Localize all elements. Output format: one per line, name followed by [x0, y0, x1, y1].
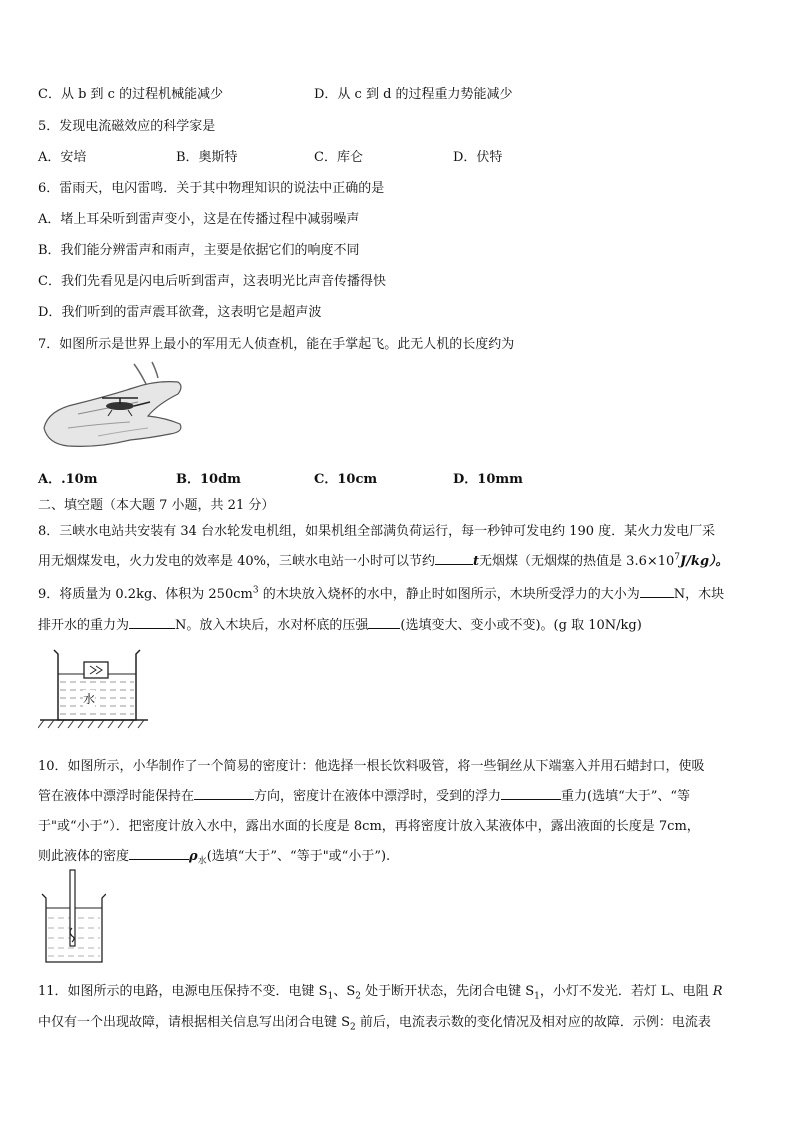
q9-line2: 排开水的重力为 N。放入木块后，水对杯底的压强 (选填变大、变小或不变)。(g 取 10N/kg): [38, 618, 642, 633]
q9-line1: 9．将质量为 0.2kg、体积为 $250cm^3$ 的木块放入烧杯的水中，静止时如图所示，木块所受浮力的大小为 N，木块: [38, 585, 725, 602]
q10-blank-3[interactable]: [129, 847, 189, 860]
q6-stem: 6．雷雨天，电闪雷鸣．关于其中物理知识的说法中正确的是: [38, 181, 385, 196]
q10-blank-2[interactable]: [501, 787, 561, 800]
q7-option-b: B．10dm: [176, 472, 241, 487]
q7-stem: 7．如图所示是世界上最小的军用无人侦查机，能在手掌起飞。此无人机的长度约为: [38, 337, 515, 352]
q5-option-a: A．安培: [38, 150, 87, 165]
q5-stem: 5．发现电流磁效应的科学家是: [38, 119, 216, 134]
q4-option-d: D．从 c 到 d 的过程重力势能减少: [314, 87, 513, 102]
q10-blank-1[interactable]: [194, 787, 254, 800]
hand-drone-figure: [38, 358, 186, 454]
q9-blank-1[interactable]: [640, 585, 674, 598]
densimeter-figure: [38, 868, 106, 964]
q7-option-a: A．.10m: [38, 472, 98, 487]
q6-option-b: B．我们能分辨雷声和雨声，主要是依据它们的响度不同: [38, 243, 360, 258]
section-title: 二、填空题（本大题 7 小题，共 21 分）: [38, 498, 275, 513]
q9-blank-3[interactable]: [368, 616, 400, 629]
q9-blank-2[interactable]: [129, 616, 175, 629]
q8-line1: 8．三峡水电站共安装有 34 台水轮发电机组，如果机组全部满负荷运行，每一秒钟可发电约 190 度．某火力发电厂采: [38, 524, 716, 539]
q10-line4: 则此液体的密度 $\rho_水$(选填“大于”、“等于"或“小于”).: [38, 849, 391, 867]
beaker-block-figure: [38, 648, 150, 730]
q8-blank[interactable]: [435, 552, 473, 565]
q10-line1: 10．如图所示，小华制作了一个简易的密度计：他选择一根长饮料吸管，将一些铜丝从下端塞入并用石蜡封口，使吸: [38, 759, 705, 774]
q6-option-c: C．我们先看见是闪电后听到雷声，这表明光比声音传播得快: [38, 274, 386, 289]
q7-option-d: D．10mm: [453, 472, 523, 487]
q10-line3: 于"或“小于”）．把密度计放入水中，露出水面的长度是 8cm，再将密度计放入某液体中，露出液面的长度是 7cm，: [38, 819, 700, 834]
q10-line2: 管在液体中漂浮时能保持在 方向，密度计在液体中漂浮时，受到的浮力 重力(选填“大于”、“等: [38, 789, 691, 804]
q6-option-a: A．堵上耳朵听到雷声变小，这是在传播过程中减弱噪声: [38, 212, 360, 227]
q5-option-c: C．库仑: [314, 150, 363, 165]
q7-option-c: C．10cm: [314, 472, 378, 487]
q5-option-d: D．伏特: [453, 150, 503, 165]
q5-option-b: B．奥斯特: [176, 150, 238, 165]
q4-option-c: C．从 b 到 c 的过程机械能减少: [38, 87, 224, 102]
q11-line2: 中仅有一个出现故障，请根据相关信息写出闭合电键 $S_2$ 前后，电流表示数的变化情况及相对应的故障．示例：电流表: [38, 1015, 711, 1033]
q6-option-d: D．我们听到的雷声震耳欲聋，这表明它是超声波: [38, 305, 322, 320]
q11-line1: 11．如图所示的电路，电源电压保持不变．电键 $S_1$、$S_2$ 处于断开状态，先闭合电键 $S_1$，小灯不发光．若灯 L、电阻 R: [38, 984, 723, 1002]
water-label: 水: [83, 692, 96, 706]
q8-line2: 用无烟煤发电，火力发电的效率是 40%，三峡水电站一小时可以节约 t无烟煤（无烟煤的热值是 $3.6\times 10^7J/kg$）。: [38, 552, 729, 569]
